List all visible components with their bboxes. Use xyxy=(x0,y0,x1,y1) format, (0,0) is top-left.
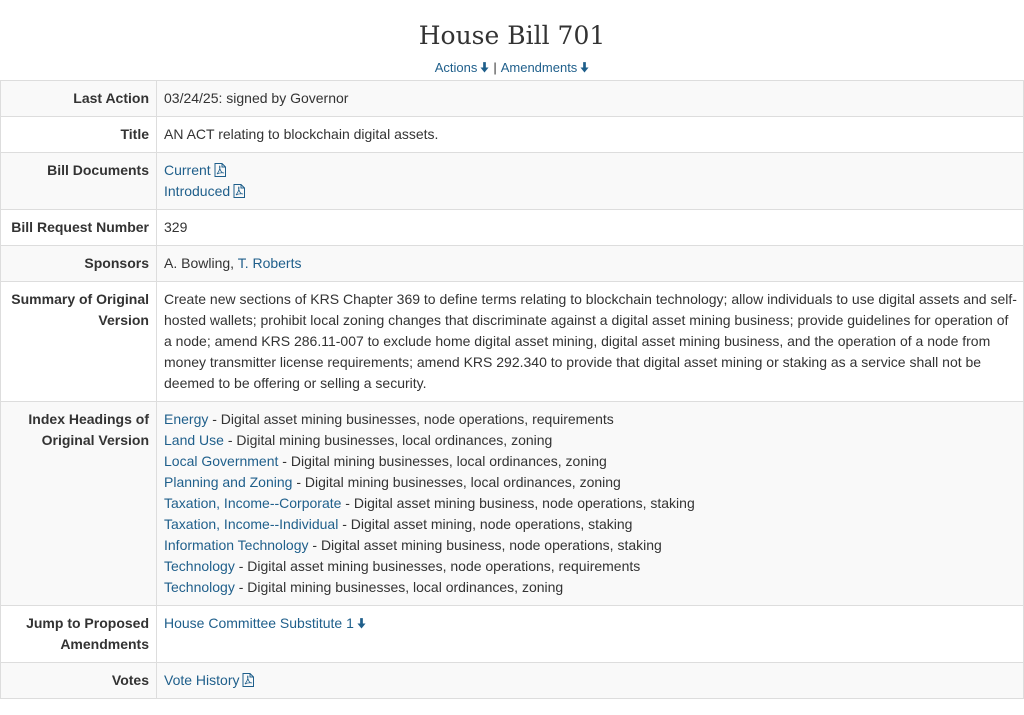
index-heading-link[interactable]: Energy xyxy=(164,411,209,427)
row-jump-amendments xyxy=(1,606,1024,663)
row-label: Bill Request Number xyxy=(1,210,157,246)
row-index-headings xyxy=(1,402,1024,606)
amendments-link-label: Amendments xyxy=(500,60,578,75)
row-label: Votes xyxy=(1,663,157,699)
index-heading-link[interactable]: Information Technology xyxy=(164,537,309,553)
index-heading-desc: - Digital asset mining business, node operations, staking xyxy=(308,537,662,553)
row-bill-request-number xyxy=(1,210,1024,246)
vote-history-label: Vote History xyxy=(164,672,240,688)
pdf-icon xyxy=(214,163,226,177)
row-votes xyxy=(1,663,1024,699)
row-label: Jump to Proposed Amendments xyxy=(1,606,157,663)
index-heading-item xyxy=(164,430,1017,451)
row-title xyxy=(1,117,1024,153)
actions-link-label: Actions xyxy=(434,60,478,75)
index-heading-desc: - Digital mining businesses, local ordinances, zoning xyxy=(234,579,564,595)
index-heading-item xyxy=(164,493,1017,514)
index-heading-link[interactable]: Land Use xyxy=(164,432,224,448)
vote-history-link[interactable] xyxy=(164,672,254,688)
amendments-link[interactable] xyxy=(501,60,590,75)
row-label: Last Action xyxy=(1,81,157,117)
committee-substitute-label: House Committee Substitute 1 xyxy=(164,615,354,631)
index-heading-link[interactable]: Taxation, Income--Corporate xyxy=(164,495,342,511)
introduced-document-label: Introduced xyxy=(164,183,231,199)
bill-details-table xyxy=(0,80,1024,699)
index-heading-desc: - Digital mining businesses, local ordinances, zoning xyxy=(223,432,553,448)
bill-documents-value xyxy=(157,153,1024,210)
page-header xyxy=(0,0,1024,76)
arrow-down-icon xyxy=(480,62,489,73)
current-document-link[interactable] xyxy=(164,162,226,178)
index-heading-link[interactable]: Planning and Zoning xyxy=(164,474,293,490)
index-heading-item xyxy=(164,409,1017,430)
row-label: Title xyxy=(1,117,157,153)
sponsors-value xyxy=(157,246,1024,282)
index-heading-desc: - Digital mining businesses, local ordinances, zoning xyxy=(292,474,621,490)
index-heading-link[interactable]: Local Government xyxy=(164,453,279,469)
index-heading-desc: - Digital asset mining businesses, node operations, requirements xyxy=(234,558,641,574)
arrow-down-icon xyxy=(357,618,366,629)
row-sponsors xyxy=(1,246,1024,282)
subnav xyxy=(0,60,1024,76)
row-label: Summary of Original Version xyxy=(1,282,157,402)
current-document-label: Current xyxy=(164,162,211,178)
row-summary xyxy=(1,282,1024,402)
index-heading-item xyxy=(164,472,1017,493)
row-label: Index Headings of Original Version xyxy=(1,402,157,606)
votes-value xyxy=(157,663,1024,699)
sponsor-name: A. Bowling xyxy=(164,255,231,271)
row-bill-documents xyxy=(1,153,1024,210)
index-heading-item xyxy=(164,577,1017,598)
index-heading-desc: - Digital asset mining businesses, node operations, requirements xyxy=(208,411,614,427)
index-headings-value xyxy=(157,402,1024,606)
last-action-value: 03/24/25: signed by Governor xyxy=(157,81,1024,117)
index-heading-item xyxy=(164,514,1017,535)
actions-link[interactable] xyxy=(435,60,490,75)
introduced-document-link[interactable] xyxy=(164,183,245,199)
index-heading-item xyxy=(164,451,1017,472)
subnav-separator: | xyxy=(493,60,497,75)
title-value: AN ACT relating to blockchain digital assets. xyxy=(157,117,1024,153)
index-heading-link[interactable]: Technology xyxy=(164,579,235,595)
index-heading-link[interactable]: Technology xyxy=(164,558,235,574)
index-heading-desc: - Digital asset mining business, node operations, staking xyxy=(341,495,695,511)
index-heading-desc: - Digital mining businesses, local ordinances, zoning xyxy=(278,453,607,469)
sponsor-separator: , xyxy=(230,255,238,271)
index-heading-item xyxy=(164,535,1017,556)
bill-request-value: 329 xyxy=(157,210,1024,246)
row-label: Sponsors xyxy=(1,246,157,282)
jump-amendments-value xyxy=(157,606,1024,663)
row-label: Bill Documents xyxy=(1,153,157,210)
pdf-icon xyxy=(233,184,245,198)
summary-value: Create new sections of KRS Chapter 369 to define terms relating to blockchain technology; allow individuals to use digital assets and self-hosted wallets; prohibit local zoning changes that discriminate against a digital asset mining business; provide guidelines for operation of a node; amend KRS 286.11-007 to exclude home digital asset mining, digital asset mining business, and the operation of a node from money transmitter license requirements; amend KRS 292.340 to provide that digital asset mining or staking as a service shall not be deemed to be offering or selling a security. xyxy=(157,282,1024,402)
index-heading-link[interactable]: Taxation, Income--Individual xyxy=(164,516,339,532)
row-last-action xyxy=(1,81,1024,117)
index-heading-item xyxy=(164,556,1017,577)
arrow-down-icon xyxy=(580,62,589,73)
index-heading-desc: - Digital asset mining, node operations, staking xyxy=(338,516,633,532)
page-title: House Bill 701 xyxy=(418,21,606,50)
sponsor-link[interactable]: T. Roberts xyxy=(237,255,302,271)
committee-substitute-link[interactable] xyxy=(164,615,366,631)
pdf-icon xyxy=(242,673,254,687)
